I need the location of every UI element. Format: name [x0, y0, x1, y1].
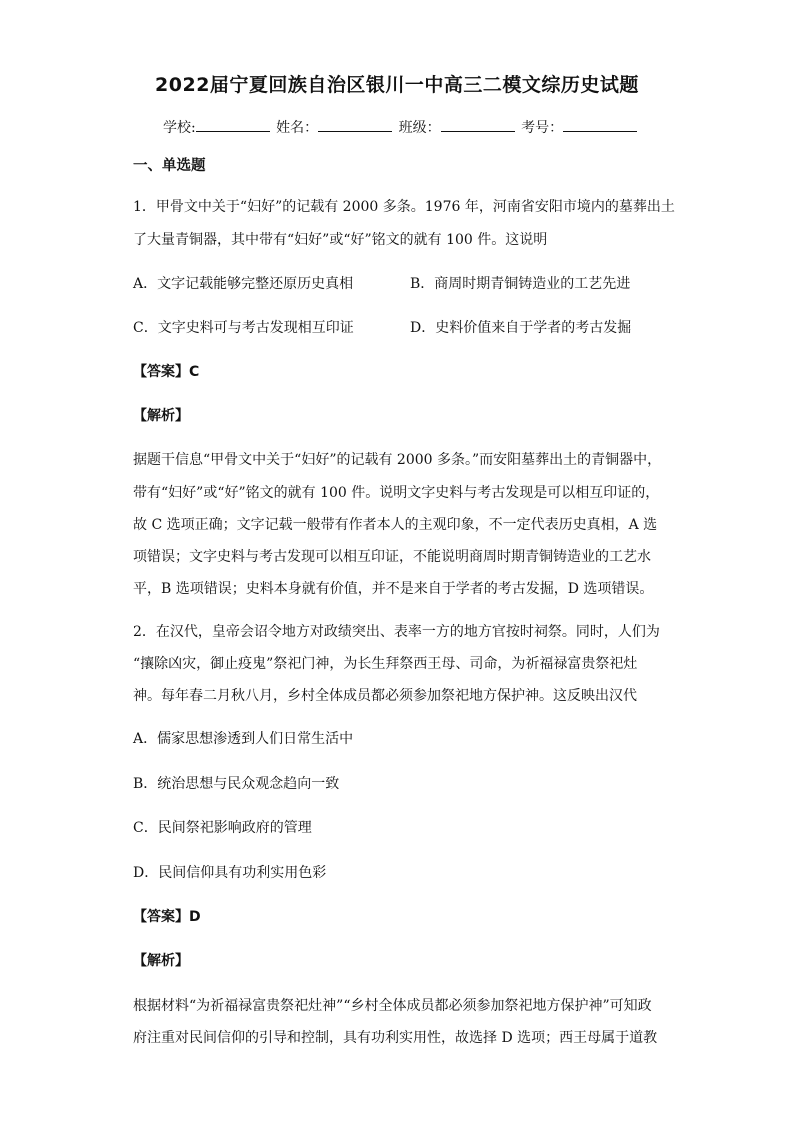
q1-option-a: A．文字记载能够完整还原历史真相 — [133, 276, 354, 292]
q2-answer: 【答案】D — [133, 909, 201, 925]
q1-option-d: D．史料价值来自于学者的考古发掘 — [410, 320, 632, 336]
q2-analysis-label: 【解析】 — [133, 953, 189, 969]
class-label: 班级： — [398, 120, 441, 136]
q1-analysis-label: 【解析】 — [133, 408, 189, 424]
q1-analysis-line-5: 平，B 选项错误；史料本身就有价值，并不是来自于学者的考古发掘，D 选项错误。 — [133, 581, 654, 597]
q1-option-c: C．文字史料可与考古发现相互印证 — [133, 320, 354, 336]
school-label: 学校: — [163, 120, 196, 136]
exam-number-blank — [563, 119, 637, 132]
q2-stem-line-2: “攘除凶灾，御止疫鬼”祭祀门神，为长生拜祭西王母、司命，为祈福禄富贵祭祀灶 — [133, 656, 638, 672]
q1-analysis-line-2: 带有“妇好”或“好”铭文的就有 100 件。说明文字史料与考古发现是可以相互印证的， — [133, 485, 660, 501]
class-blank — [441, 119, 515, 132]
school-blank — [196, 119, 270, 132]
q1-analysis-line-1: 据题干信息“甲骨文中关于“妇好”的记载有 2000 多条。”而安阳墓葬出土的青铜器中， — [133, 452, 662, 468]
section-heading: 一、单选题 — [133, 158, 206, 174]
q2-option-a: A．儒家思想渗透到人们日常生活中 — [133, 731, 354, 747]
q1-analysis-line-3: 故 C 选项正确；文字记载一般带有作者本人的主观印象，不一定代表历史真相，A 选 — [133, 517, 658, 533]
q2-option-c: C．民间祭祀影响政府的管理 — [133, 820, 312, 836]
page-title: 2022届宁夏回族自治区银川一中高三二模文综历史试题 — [155, 74, 639, 96]
q2-option-d: D．民间信仰具有功利实用色彩 — [133, 865, 327, 881]
q1-stem-line-1: 1．甲骨文中关于“妇好”的记载有 2000 多条。1976 年，河南省安阳市境内的墓葬出土 — [133, 199, 675, 215]
q2-option-b: B．统治思想与民众观念趋向一致 — [133, 776, 340, 792]
q1-option-b: B．商周时期青铜铸造业的工艺先进 — [410, 276, 631, 292]
q1-stem-line-2: 了大量青铜器，其中带有“妇好”或“好”铭文的就有 100 件。这说明 — [133, 232, 548, 248]
q2-stem-line-1: 2．在汉代，皇帝会诏令地方对政绩突出、表率一方的地方官按时祠祭。同时，人们为 — [133, 624, 660, 640]
student-info-line — [163, 117, 639, 137]
exam-number-label: 考号： — [521, 120, 564, 136]
q2-stem-line-3: 神。每年春二月秋八月，乡村全体成员都必须参加祭祀地方保护神。这反映出汉代 — [133, 688, 637, 704]
q2-analysis-line-1: 根据材料“为祈福禄富贵祭祀灶神”“乡村全体成员都必须参加祭祀地方保护神”可知政 — [133, 998, 652, 1014]
q2-analysis-line-2: 府注重对民间信仰的引导和控制，具有功利实用性，故选择 D 选项；西王母属于道教 — [133, 1030, 658, 1046]
q1-analysis-line-4: 项错误；文字史料与考古发现可以相互印证，不能说明商周时期青铜铸造业的工艺水 — [133, 549, 651, 565]
q1-answer: 【答案】C — [133, 364, 200, 380]
name-label: 姓名： — [276, 120, 319, 136]
name-blank — [318, 119, 392, 132]
